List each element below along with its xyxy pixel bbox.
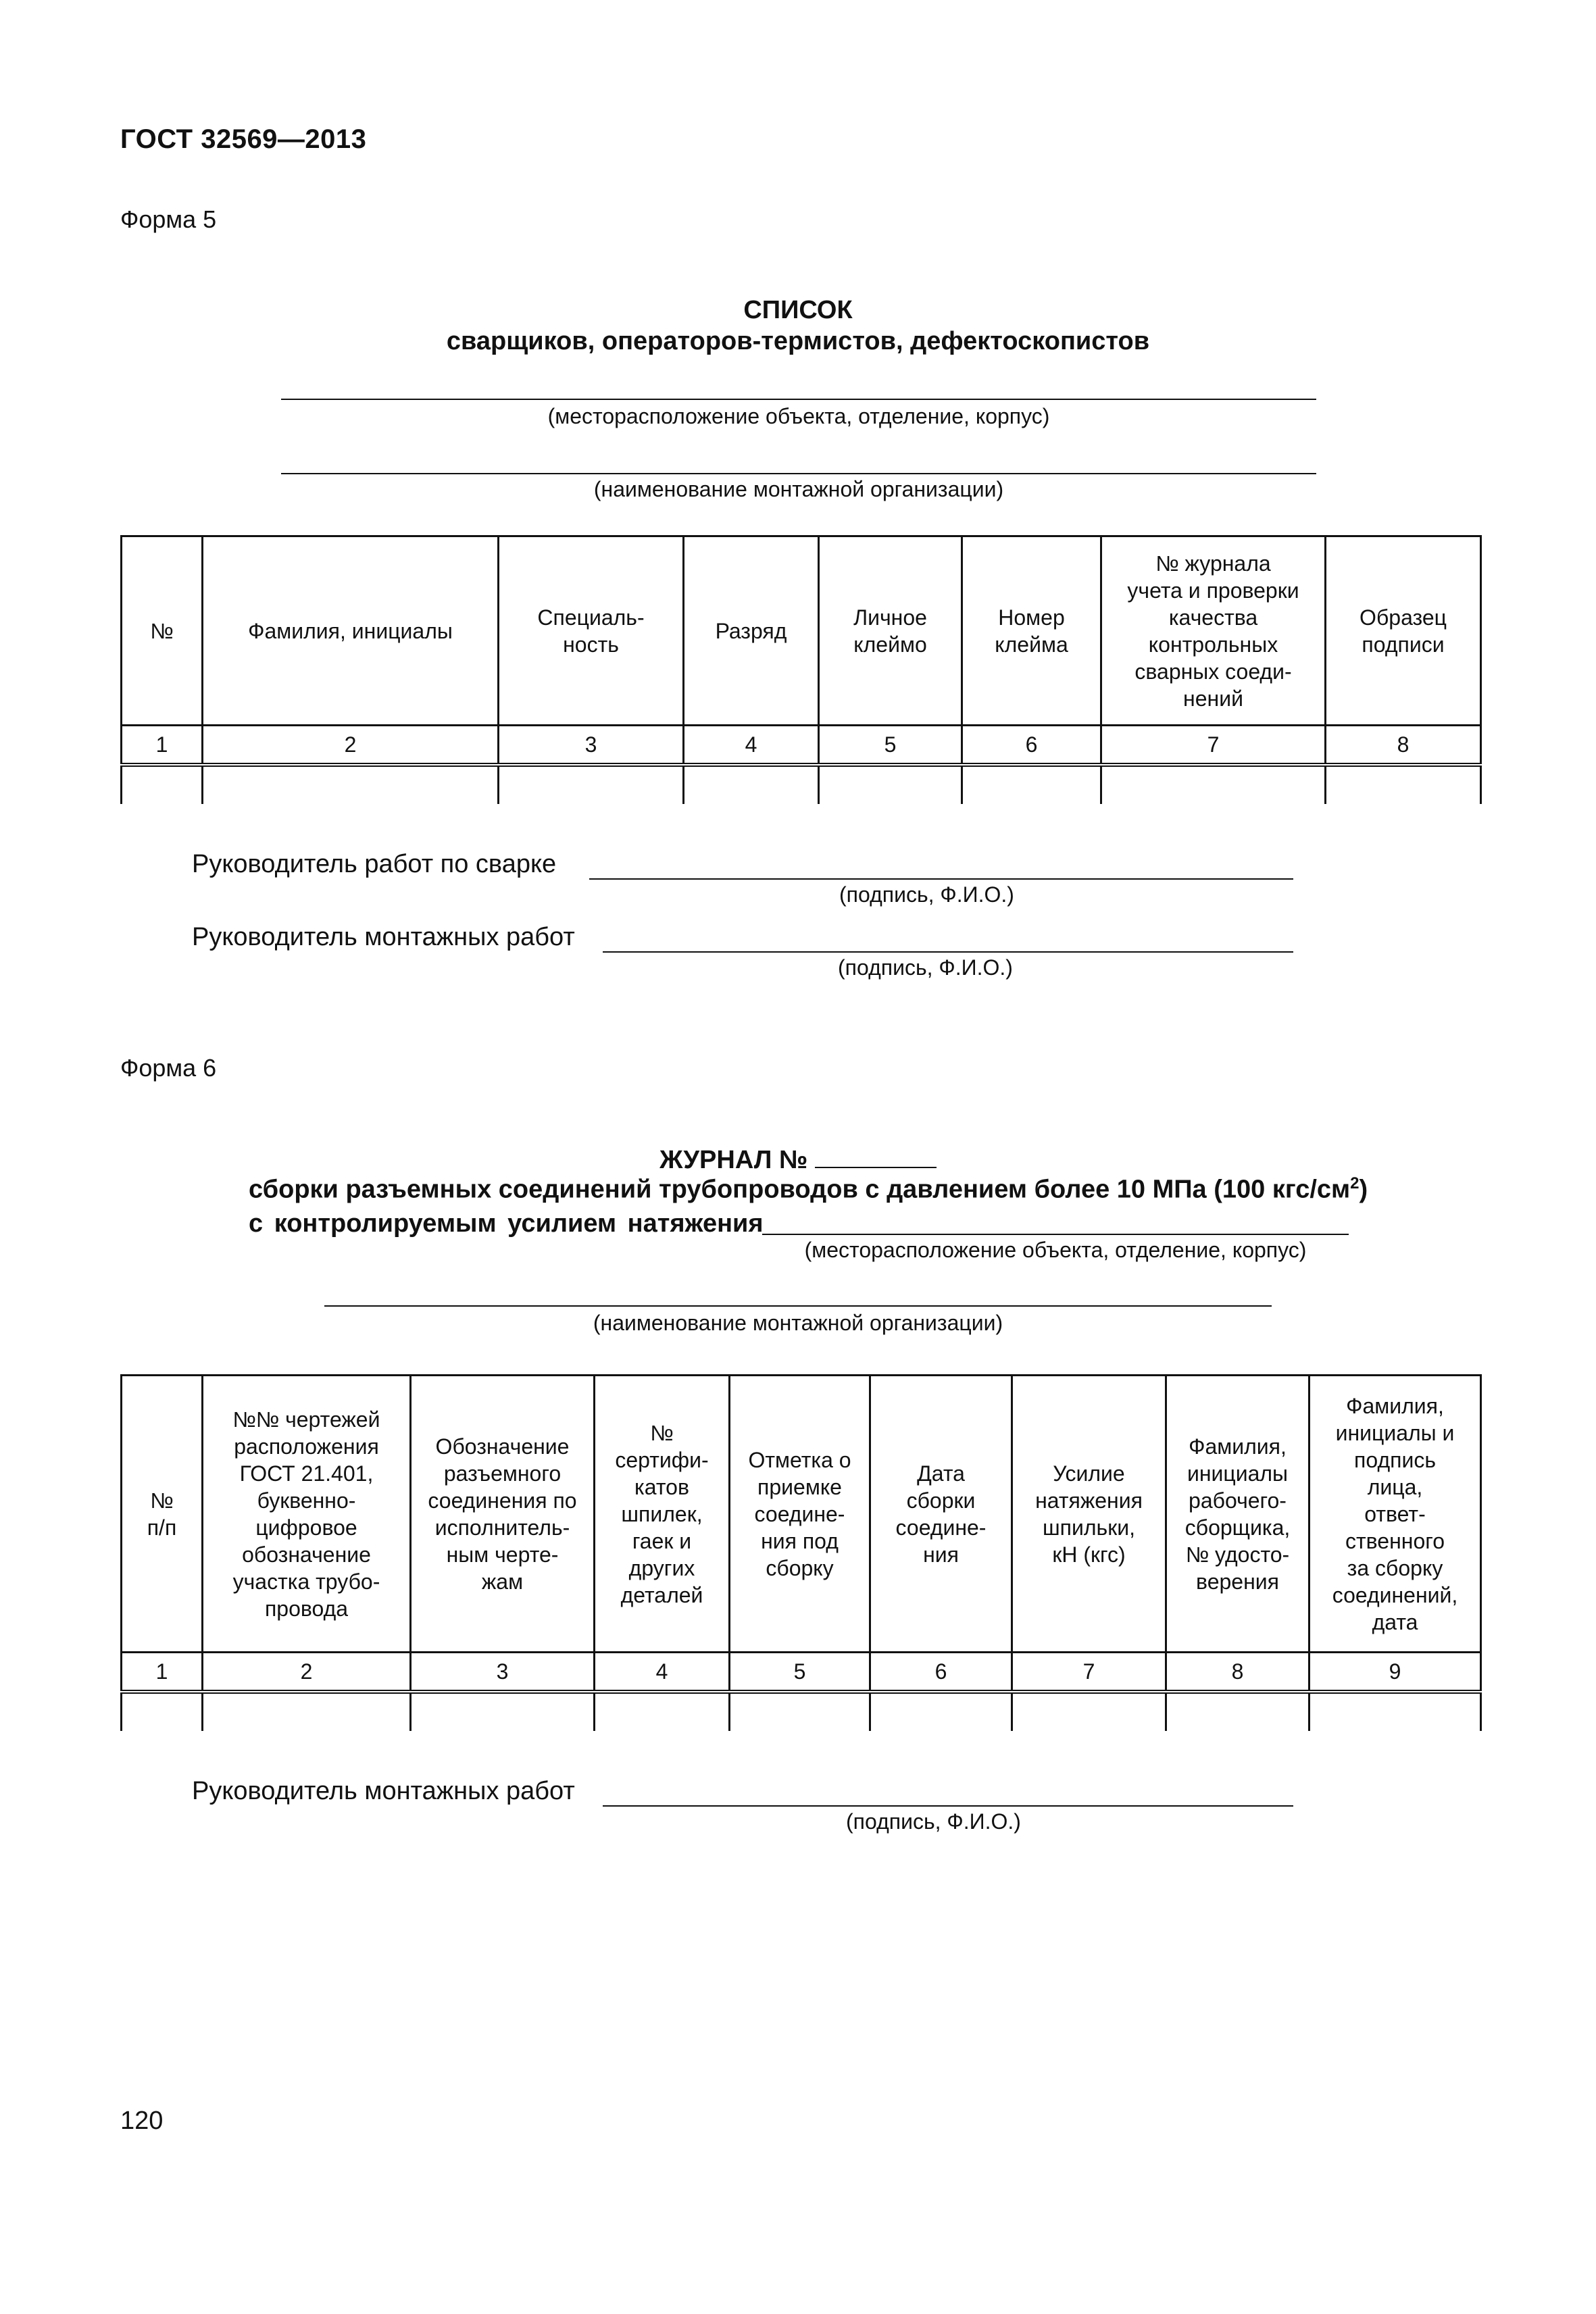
- form5-subtitle: сварщиков, операторов-термистов, дефектоскопистов: [446, 327, 1150, 355]
- form6-col-header: Дата сборки соедине- ния: [870, 1376, 1012, 1653]
- form6-title: ЖУРНАЛ №: [659, 1146, 808, 1174]
- form5-empty-cell: [499, 765, 684, 804]
- form6-empty-cell: [1166, 1692, 1310, 1731]
- form5-col-number: 4: [684, 726, 819, 765]
- form6-col-header: Фамилия, инициалы рабочего- сборщика, № удосто- верения: [1166, 1376, 1310, 1653]
- form6-col-header: Усилие натяжения шпильки, кН (кгс): [1012, 1376, 1166, 1653]
- form5-col-number: 1: [122, 726, 203, 765]
- form6-col-header: Отметка о приемке соедине- ния под сборку: [730, 1376, 870, 1653]
- form6-col-header: №№ чертежей расположения ГОСТ 21.401, буквенно- цифровое обозначение участка трубо- провода: [203, 1376, 411, 1653]
- form5-col-number: 7: [1101, 726, 1326, 765]
- form5-empty-row: [122, 765, 1481, 804]
- form6-col-header: № сертифи- катов шпилек, гаек и других деталей: [595, 1376, 730, 1653]
- form5-col-header: Образец подписи: [1326, 536, 1481, 726]
- form6-subtitle-line3: с контролируемым усилием натяжения: [249, 1209, 764, 1238]
- form5-col-number: 3: [499, 726, 684, 765]
- form5-signature-line-assembly: [603, 951, 1293, 953]
- form6-journal-number-blank: [815, 1167, 937, 1168]
- form6-col-number: 4: [595, 1653, 730, 1692]
- form5-empty-cell: [122, 765, 203, 804]
- form6-col-number: 9: [1310, 1653, 1481, 1692]
- form5-col-header: № журнала учета и проверки качества контрольных сварных соеди- нений: [1101, 536, 1326, 726]
- form6-col-header: Обозначение разъемного соединения по исполнитель- ным черте- жам: [411, 1376, 595, 1653]
- form6-header-row: [122, 1376, 1481, 1653]
- form5-col-number: 2: [203, 726, 499, 765]
- form5-header-row: [122, 536, 1481, 726]
- form5-number-row: [122, 726, 1481, 765]
- form6-empty-cell: [1012, 1692, 1166, 1731]
- form5-title: СПИСОК: [743, 296, 853, 324]
- form5-empty-cell: [819, 765, 962, 804]
- form5-label: Форма 5: [120, 205, 217, 233]
- form5-col-header: №: [122, 536, 203, 726]
- form6-col-number: 7: [1012, 1653, 1166, 1692]
- form5-col-header: Специаль- ность: [499, 536, 684, 726]
- form5-signature-label-assembly: Руководитель монтажных работ: [192, 923, 575, 951]
- form5-col-number: 5: [819, 726, 962, 765]
- form5-location-caption: (месторасположение объекта, отделение, корпус): [547, 404, 1050, 428]
- form6-col-number: 2: [203, 1653, 411, 1692]
- form6-label: Форма 6: [120, 1054, 217, 1082]
- form5-col-header: Разряд: [684, 536, 819, 726]
- form5-empty-cell: [962, 765, 1101, 804]
- form5-empty-cell: [203, 765, 499, 804]
- form5-org-line: [281, 473, 1316, 474]
- form6-col-header: № п/п: [122, 1376, 203, 1653]
- form6-signature-line-assembly: [603, 1805, 1293, 1807]
- form6-subtitle-sup: 2: [1350, 1174, 1360, 1192]
- form5-empty-cell: [684, 765, 819, 804]
- form6-subtitle-end: ): [1359, 1175, 1368, 1204]
- form6-col-header: Фамилия, инициалы и подпись лица, ответ- ственного за сборку соединений, дата: [1310, 1376, 1481, 1653]
- form5-table: [120, 535, 1482, 804]
- document-id: ГОСТ 32569—2013: [120, 124, 367, 154]
- form6-empty-cell: [1310, 1692, 1481, 1731]
- form6-empty-cell: [730, 1692, 870, 1731]
- form6-empty-cell: [122, 1692, 203, 1731]
- form6-empty-cell: [203, 1692, 411, 1731]
- form6-empty-cell: [595, 1692, 730, 1731]
- form6-col-number: 1: [122, 1653, 203, 1692]
- form5-col-header: Фамилия, инициалы: [203, 536, 499, 726]
- form6-org-caption: (наименование монтажной организации): [593, 1311, 1003, 1335]
- form6-subtitle: [249, 1174, 1368, 1205]
- form6-col-number: 6: [870, 1653, 1012, 1692]
- form6-subtitle-main: сборки разъемных соединений трубопроводов с давлением более 10 МПа (100 кгс/см: [249, 1175, 1351, 1204]
- form6-signature-label-assembly: Руководитель монтажных работ: [192, 1777, 575, 1805]
- form5-signature-line-welding: [589, 878, 1293, 880]
- form5-location-line: [281, 399, 1316, 400]
- form6-col-number: 5: [730, 1653, 870, 1692]
- form5-col-number: 6: [962, 726, 1101, 765]
- form5-signature-caption-assembly: (подпись, Ф.И.О.): [838, 955, 1013, 980]
- form5-signature-label-welding: Руководитель работ по сварке: [192, 850, 557, 878]
- form6-number-row: [122, 1653, 1481, 1692]
- form6-org-line: [324, 1305, 1272, 1307]
- form6-col-number: 8: [1166, 1653, 1310, 1692]
- form6-location-line: [762, 1234, 1349, 1235]
- form6-empty-cell: [411, 1692, 595, 1731]
- form6-title-line: [0, 1146, 1596, 1175]
- form6-table: [120, 1374, 1482, 1731]
- form6-empty-row: [122, 1692, 1481, 1731]
- form5-signature-caption-welding: (подпись, Ф.И.О.): [839, 882, 1014, 907]
- form6-location-caption: (месторасположение объекта, отделение, корпус): [804, 1238, 1307, 1262]
- form5-col-number: 8: [1326, 726, 1481, 765]
- form5-empty-cell: [1101, 765, 1326, 804]
- form5-col-header: Номер клейма: [962, 536, 1101, 726]
- form5-empty-cell: [1326, 765, 1481, 804]
- form5-org-caption: (наименование монтажной организации): [593, 477, 1004, 501]
- form5-col-header: Личное клеймо: [819, 536, 962, 726]
- page-number: 120: [120, 2107, 164, 2135]
- form6-signature-caption-assembly: (подпись, Ф.И.О.): [846, 1809, 1021, 1834]
- form6-col-number: 3: [411, 1653, 595, 1692]
- form6-empty-cell: [870, 1692, 1012, 1731]
